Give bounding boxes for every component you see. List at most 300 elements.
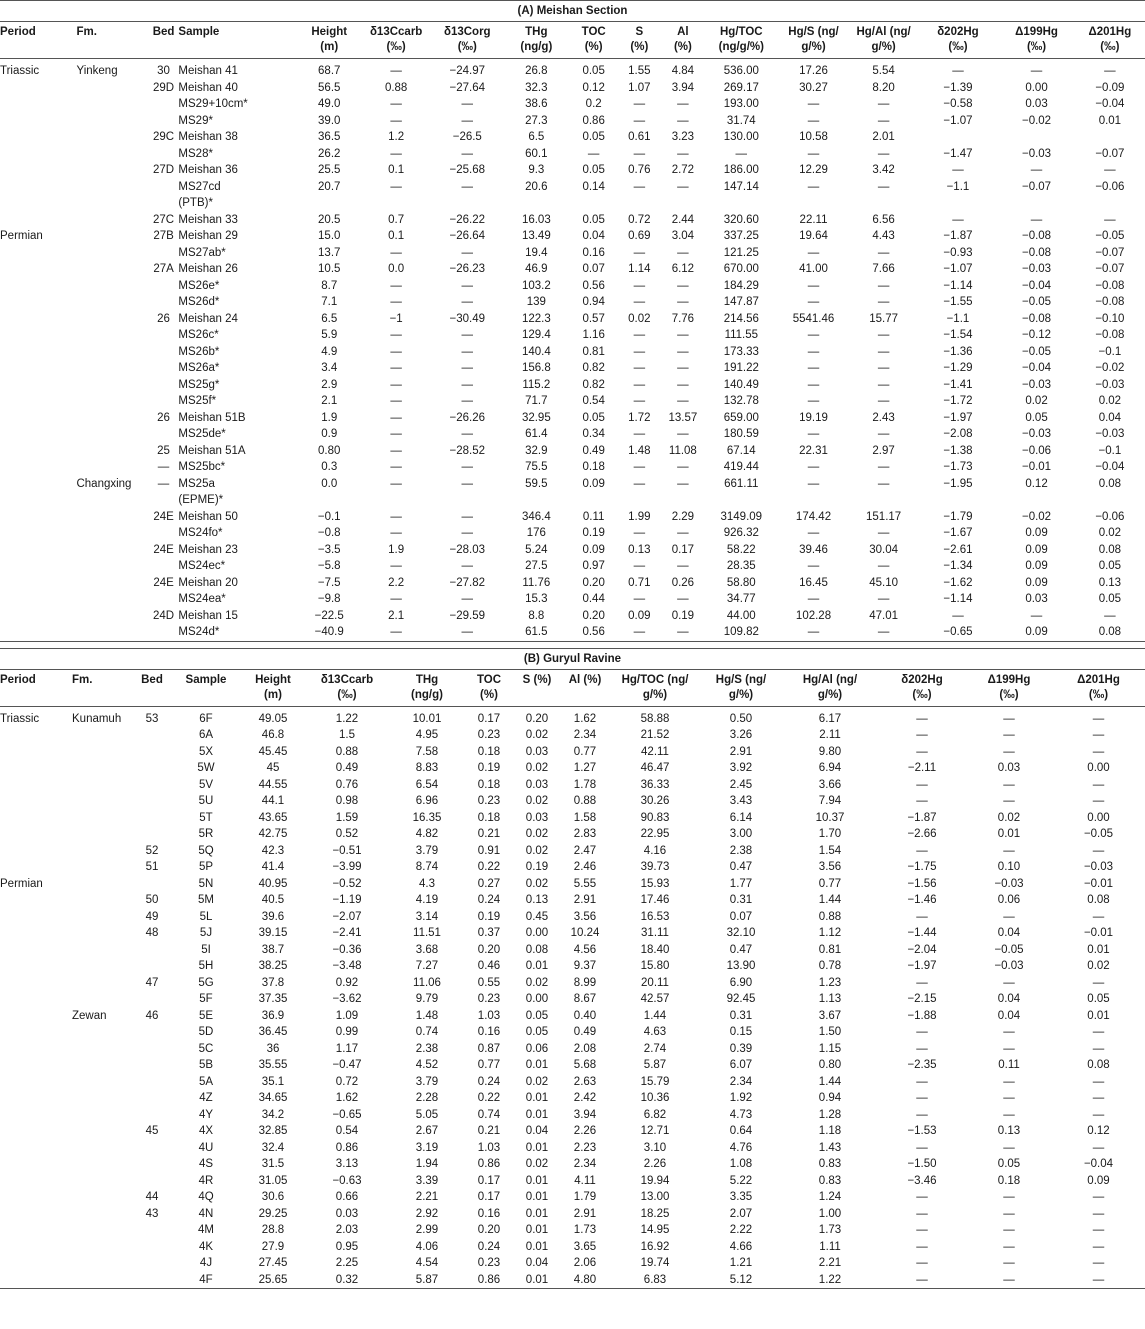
table-cell: 9.80	[818, 745, 842, 758]
table-cell: 0.98	[335, 795, 359, 807]
table-cell	[0, 393, 76, 410]
table-cell	[431, 492, 503, 509]
table-cell	[0, 1173, 72, 1190]
table-cell: −26.26	[449, 411, 486, 424]
table-cell	[76, 410, 148, 427]
table-cell: MS25bc*	[178, 461, 226, 473]
table-cell: 129.4	[521, 329, 551, 341]
table-cell: −1.87	[907, 811, 937, 824]
table-cell: 13.7	[318, 246, 341, 259]
table-cell: —	[807, 362, 820, 374]
table-cell: 140.49	[723, 378, 759, 391]
table-cell: 4Y	[198, 1108, 214, 1121]
table-cell	[76, 525, 148, 542]
table-cell: 147.87	[723, 296, 759, 308]
table-cell: —	[807, 147, 820, 160]
table-cell	[134, 1041, 170, 1058]
table-cell: 6.14	[729, 811, 753, 824]
table-cell: −0.01	[1083, 877, 1114, 890]
table-cell: —	[461, 279, 474, 292]
table-cell: 90.83	[640, 811, 670, 824]
table-cell: 2.9	[321, 378, 338, 391]
table-cell: 71.7	[525, 395, 548, 407]
table-cell: 2.34	[729, 1075, 753, 1088]
table-cell: —	[916, 1092, 928, 1104]
table-cell	[149, 360, 179, 377]
table-cell: 0.05	[582, 164, 605, 176]
table-cell: 0.09	[1087, 1174, 1110, 1187]
table-cell: 1.9	[388, 543, 405, 556]
table-cell	[0, 344, 76, 361]
table-cell: −2.35	[907, 1059, 937, 1071]
table-cell: —	[1003, 1075, 1015, 1088]
table-cell: 2.47	[573, 844, 597, 857]
table-cell: −0.1	[1098, 345, 1122, 358]
table-cell: −1.34	[943, 560, 973, 572]
table-cell: —	[587, 147, 600, 160]
table-cell: 122.3	[521, 312, 551, 325]
table-cell	[72, 942, 134, 959]
table-cell: −30.49	[449, 312, 486, 325]
table-cell: —	[916, 1141, 928, 1154]
table-cell: —	[677, 560, 689, 572]
table-row	[0, 96, 1145, 113]
table-cell: 0.0	[321, 477, 338, 490]
table-cell: −26.64	[449, 230, 486, 242]
table-cell: −0.08	[1021, 246, 1052, 259]
table-cell: —	[916, 1075, 928, 1088]
table-cell: 43	[145, 1207, 159, 1220]
table-cell: 4.66	[729, 1240, 753, 1253]
table-cell: 0.08	[1087, 894, 1110, 906]
column-header: Hg/S (ng/ g/%)	[715, 673, 767, 701]
table-row	[0, 113, 1145, 130]
table-cell: 12.29	[799, 164, 828, 176]
table-row	[0, 777, 1145, 794]
table-cell: 6.94	[818, 762, 842, 774]
table-cell: 2.97	[872, 444, 895, 457]
table-cell: 5541.46	[792, 312, 835, 325]
table-cell: —	[157, 461, 170, 473]
table-cell: 0.01	[525, 1273, 549, 1286]
table-cell: 0.13	[525, 894, 549, 906]
table-cell: 1.16	[582, 329, 605, 341]
table-cell: 3.68	[415, 943, 439, 956]
table-cell: 0.81	[582, 345, 605, 358]
table-cell: 44.55	[258, 778, 288, 791]
table-cell: 2.45	[729, 778, 753, 791]
table-row	[0, 245, 1145, 262]
table-cell	[72, 1057, 134, 1074]
table-cell: −1.73	[943, 461, 973, 473]
table-cell: 5B	[198, 1059, 214, 1071]
table-cell: 32.4	[261, 1141, 285, 1154]
column-header: Sample	[185, 673, 227, 686]
table-cell	[0, 410, 76, 427]
table-cell: 56.5	[318, 81, 341, 94]
table-cell: −1.41	[943, 378, 973, 391]
table-row	[0, 525, 1145, 542]
table-cell: 0.04	[997, 1009, 1021, 1022]
table-cell: 3.4	[321, 362, 338, 374]
table-row	[0, 744, 1145, 761]
table-cell	[76, 294, 148, 311]
table-cell: 0.2	[585, 98, 602, 110]
table-cell	[0, 1041, 72, 1058]
table-cell: —	[952, 213, 964, 226]
table-cell: −0.04	[1021, 279, 1052, 292]
table-cell	[0, 327, 76, 344]
table-cell	[149, 426, 179, 443]
table-cell: 0.05	[582, 213, 605, 226]
table-row	[0, 793, 1145, 810]
table-cell: 0.55	[477, 976, 501, 989]
table-cell: —	[916, 1240, 928, 1253]
table-cell	[0, 991, 72, 1008]
table-cell: 43.65	[258, 811, 288, 824]
table-cell: 0.04	[582, 230, 605, 242]
table-cell: 24E	[153, 543, 174, 556]
table-cell: —	[390, 444, 402, 457]
table-cell: 3.43	[729, 795, 753, 807]
table-cell: −1.07	[943, 263, 973, 275]
table-cell: 3.94	[573, 1108, 597, 1121]
table-cell: 22.95	[640, 828, 670, 840]
table-cell: 1.48	[415, 1009, 439, 1022]
table-cell: −0.08	[1095, 329, 1125, 341]
table-cell: 0.97	[582, 560, 605, 572]
table-cell: 58.80	[726, 576, 756, 589]
guryul-header-row	[0, 670, 1145, 707]
table-row	[0, 476, 1145, 493]
table-cell: —	[461, 147, 474, 160]
table-cell: 1.59	[335, 811, 359, 824]
table-cell	[134, 777, 170, 794]
table-cell: −0.36	[332, 943, 362, 956]
table-cell: 5W	[197, 762, 215, 774]
table-cell: —	[461, 114, 474, 127]
table-cell: 0.16	[477, 1207, 501, 1220]
table-cell: 1.70	[818, 828, 842, 840]
table-cell: 27.45	[258, 1257, 288, 1269]
table-cell: —	[390, 279, 402, 292]
table-cell: 27.9	[261, 1240, 285, 1253]
table-row	[0, 294, 1145, 311]
table-cell: 27.5	[525, 560, 548, 572]
table-cell: MS26d*	[178, 296, 220, 308]
table-cell: 8.8	[528, 609, 545, 622]
table-cell: 0.15	[729, 1026, 753, 1038]
table-cell: 4J	[199, 1257, 213, 1269]
table-cell: MS28*	[178, 147, 213, 160]
table-cell	[76, 146, 148, 163]
table-cell: MS27ab*	[178, 246, 226, 259]
table-cell	[149, 624, 179, 641]
column-header: Hg/TOC (ng/ g/%)	[621, 673, 689, 701]
table-cell	[0, 1189, 72, 1206]
table-cell	[149, 179, 179, 196]
table-cell: −0.04	[1095, 98, 1125, 110]
table-cell	[0, 525, 76, 542]
table-cell	[0, 558, 76, 575]
table-cell: 1.18	[818, 1125, 842, 1137]
table-cell: —	[807, 345, 820, 358]
table-cell	[76, 443, 148, 460]
table-cell: 0.52	[335, 828, 359, 840]
table-cell: −28.03	[449, 543, 486, 556]
section-a-title: (A) Meishan Section	[0, 0, 1145, 22]
table-cell: 1.14	[628, 263, 651, 275]
table-cell: —	[807, 246, 820, 259]
table-cell: 0.49	[573, 1026, 597, 1038]
table-cell: 3.10	[643, 1141, 667, 1154]
table-row	[0, 975, 1145, 992]
table-cell: 10.36	[640, 1092, 670, 1104]
table-cell	[149, 294, 179, 311]
table-cell: 3.79	[415, 1075, 439, 1088]
table-row	[0, 1090, 1145, 1107]
table-cell: —	[916, 1108, 928, 1121]
table-cell: −2.15	[907, 993, 937, 1005]
table-cell: 0.80	[318, 444, 341, 457]
table-cell	[149, 113, 179, 130]
table-cell: —	[390, 378, 402, 391]
table-cell: 28.8	[261, 1224, 285, 1236]
table-cell: −0.05	[994, 943, 1024, 956]
table-cell: 0.01	[525, 1108, 549, 1121]
table-cell: 2.2	[388, 576, 405, 589]
table-cell: −3.99	[332, 861, 362, 873]
table-cell: 38.25	[258, 960, 288, 972]
table-cell: 0.31	[729, 1009, 753, 1022]
table-cell: 2.38	[415, 1042, 439, 1055]
column-header: Hg/S (ng/ g/%)	[788, 26, 839, 53]
table-cell	[72, 727, 134, 744]
table-cell: 0.09	[1025, 560, 1048, 572]
table-cell: 1.22	[335, 712, 359, 725]
table-cell: 0.21	[477, 828, 501, 840]
table-cell: −1.62	[943, 576, 973, 589]
table-cell	[149, 344, 179, 361]
table-cell	[134, 958, 170, 975]
table-cell	[1075, 195, 1145, 212]
table-cell	[149, 377, 179, 394]
table-cell: 6.12	[671, 263, 695, 275]
table-cell: 0.01	[525, 1224, 549, 1236]
table-cell: —	[633, 345, 646, 358]
table-cell: −28.52	[449, 444, 486, 457]
guryul-table	[0, 670, 1145, 1290]
table-cell: 0.09	[1025, 543, 1048, 556]
table-cell: 0.19	[477, 910, 501, 923]
table-cell	[0, 744, 72, 761]
column-header: δ13Ccarb (‰)	[369, 26, 423, 53]
table-cell	[72, 1222, 134, 1239]
table-cell	[777, 195, 849, 212]
table-cell: 186.00	[723, 164, 759, 176]
table-cell	[0, 1156, 72, 1173]
table-cell: 0.07	[729, 910, 753, 923]
table-cell: MS25g*	[178, 378, 220, 391]
table-cell: 49.05	[258, 712, 288, 725]
table-cell: —	[461, 527, 474, 539]
table-cell: 0.03	[525, 745, 549, 758]
table-cell: —	[1092, 1257, 1105, 1269]
table-cell: 41.4	[261, 861, 285, 873]
table-cell: 0.20	[582, 576, 605, 589]
table-cell: 0.56	[582, 279, 605, 292]
table-cell	[72, 843, 134, 860]
table-cell: 2.34	[573, 1158, 597, 1170]
table-cell: 5.9	[321, 329, 338, 341]
table-cell: 0.77	[573, 745, 597, 758]
table-cell: —	[1003, 1092, 1015, 1104]
table-cell: —	[1003, 1108, 1015, 1121]
table-cell: —	[1092, 1273, 1105, 1286]
table-cell: 0.20	[525, 712, 549, 725]
table-cell	[76, 624, 148, 641]
table-cell: 1.24	[818, 1191, 842, 1203]
table-cell: 1.21	[729, 1257, 753, 1269]
table-row	[0, 760, 1145, 777]
table-cell: 5.05	[415, 1108, 439, 1121]
table-cell: 1.03	[477, 1009, 501, 1022]
table-cell: −0.65	[332, 1108, 362, 1121]
table-cell: —	[1092, 1207, 1105, 1220]
table-row	[0, 1123, 1145, 1140]
table-cell: 4.19	[415, 894, 439, 906]
table-cell	[618, 492, 660, 509]
table-cell: 47.01	[869, 609, 898, 622]
table-cell: 0.88	[573, 795, 597, 807]
table-cell: 16.45	[799, 576, 828, 589]
table-cell: —	[807, 477, 820, 490]
table-cell: —	[807, 296, 820, 308]
table-row	[0, 195, 1145, 212]
table-cell: 4.56	[573, 943, 597, 956]
table-cell: 0.08	[1087, 1059, 1110, 1071]
table-cell: 25.5	[318, 164, 341, 176]
table-cell: 19.74	[640, 1257, 670, 1269]
table-cell: −0.06	[1021, 444, 1052, 457]
table-cell: 14.95	[640, 1224, 670, 1236]
table-cell: 0.86	[582, 114, 605, 127]
table-cell: 32.3	[525, 81, 548, 94]
table-cell: 16.03	[521, 213, 551, 226]
table-cell: 5G	[198, 976, 214, 989]
table-cell: 0.05	[997, 1158, 1021, 1170]
table-cell: 0.03	[1025, 593, 1048, 605]
table-cell: 0.32	[335, 1273, 359, 1286]
table-cell: 0.19	[582, 527, 605, 539]
table-cell: —	[633, 378, 646, 391]
table-cell	[0, 1107, 72, 1124]
table-cell: 659.00	[723, 411, 759, 424]
table-cell: —	[877, 428, 890, 440]
table-cell: 6.54	[415, 778, 439, 791]
table-cell: 25.65	[258, 1273, 288, 1286]
table-cell	[0, 162, 76, 179]
table-cell: 36.5	[318, 131, 341, 143]
table-cell: 0.80	[818, 1059, 842, 1071]
table-cell: 2.26	[573, 1125, 597, 1137]
table-cell: 5V	[198, 778, 214, 791]
table-cell: 0.11	[998, 1059, 1020, 1071]
table-cell: 0.13	[628, 543, 651, 556]
table-cell: 2.92	[415, 1207, 439, 1220]
table-cell: −1.44	[907, 927, 937, 939]
table-cell: —	[877, 461, 890, 473]
table-cell: 121.25	[723, 246, 759, 259]
table-cell: 0.61	[628, 131, 651, 143]
table-row	[0, 162, 1145, 179]
table-cell: —	[1092, 1092, 1105, 1104]
table-cell: −1.67	[943, 527, 973, 539]
table-cell: −40.9	[314, 626, 344, 638]
column-header: Fm.	[76, 26, 97, 38]
table-cell	[72, 1041, 134, 1058]
table-cell: 3.67	[818, 1009, 842, 1022]
column-header: Δ201Hg (‰)	[1088, 26, 1132, 53]
table-cell: 15.80	[640, 960, 670, 972]
table-row	[0, 1140, 1145, 1157]
table-cell: 1.62	[335, 1092, 359, 1104]
table-cell: Meishan 23	[178, 543, 238, 556]
table-cell: 0.45	[525, 910, 549, 923]
table-cell	[72, 1074, 134, 1091]
table-cell: 3.56	[573, 910, 597, 923]
table-cell: 0.22	[477, 1092, 501, 1104]
table-cell: 4.9	[321, 345, 338, 358]
table-cell: 1.07	[628, 81, 651, 94]
table-cell: 40.95	[258, 877, 288, 890]
table-row	[0, 1222, 1145, 1239]
table-cell: 32.85	[258, 1125, 288, 1137]
table-cell: —	[1003, 844, 1015, 857]
column-header: Al (%)	[568, 673, 602, 686]
table-cell	[0, 909, 72, 926]
table-cell	[0, 892, 72, 909]
table-cell: 6.17	[818, 712, 842, 725]
table-cell: 5T	[199, 811, 213, 824]
table-cell: 0.26	[671, 576, 695, 589]
table-cell	[431, 195, 503, 212]
table-cell: 45	[145, 1125, 159, 1137]
table-cell	[72, 1123, 134, 1140]
table-cell	[0, 212, 76, 229]
table-cell: —	[807, 395, 820, 407]
table-row	[0, 509, 1145, 526]
table-cell: 5D	[198, 1026, 214, 1038]
table-cell: 1.12	[818, 927, 842, 939]
table-cell: 61.4	[525, 428, 548, 440]
table-cell	[0, 1090, 72, 1107]
table-cell: 0.47	[729, 861, 753, 873]
table-cell: 0.21	[477, 1125, 501, 1137]
table-cell: 102.28	[795, 609, 832, 622]
table-cell	[76, 360, 148, 377]
table-cell: 40.5	[261, 894, 285, 906]
table-cell: Meishan 38	[178, 131, 238, 143]
table-cell: 2.42	[573, 1092, 597, 1104]
table-cell: 18.25	[640, 1207, 670, 1220]
table-cell: 0.00	[1087, 762, 1110, 774]
table-cell: —	[916, 1026, 928, 1038]
table-cell: −0.03	[994, 960, 1024, 972]
table-cell: 1.00	[818, 1207, 842, 1220]
table-cell: —	[1104, 213, 1116, 226]
column-header: Fm.	[72, 673, 93, 686]
